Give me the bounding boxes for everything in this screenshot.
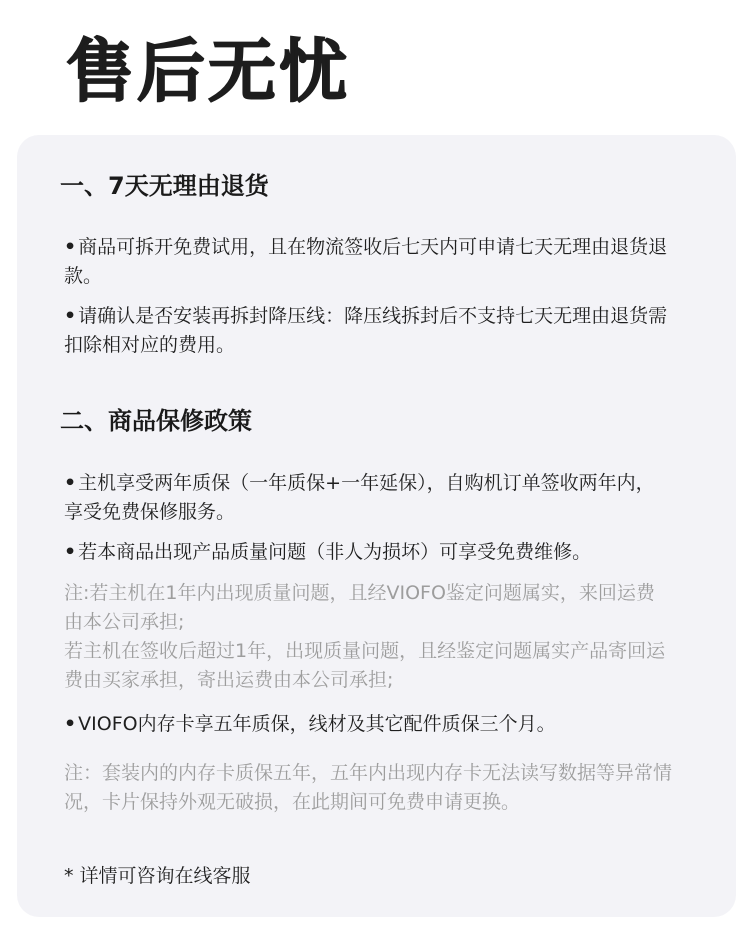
list-item-text: 主机享受两年质保（一年质保+一年延保），自购机订单签收两年内，享受免费保修服务。 xyxy=(64,472,655,523)
list-item xyxy=(64,710,672,739)
bullet-icon: • xyxy=(64,305,77,327)
list-item-text: 若本商品出现产品质量问题（非人为损坏）可享受免费维修。 xyxy=(78,541,592,563)
section-heading-returns: 一、7天无理由退货 xyxy=(60,172,269,200)
section-heading-warranty: 二、商品保修政策 xyxy=(60,407,252,435)
list-item-text: VIOFO内存卡享五年质保，线材及其它配件质保三个月。 xyxy=(78,713,556,735)
bullet-icon: • xyxy=(64,541,77,563)
list-item xyxy=(64,302,672,360)
footer-note: * 详情可咨询在线客服 xyxy=(64,865,251,887)
warranty-note: 注:若主机在1年内出现质量问题，且经VIOFO鉴定问题属实，来回运费由本公司承担; xyxy=(64,582,655,633)
memory-card-note: 注：套装内的内存卡质保五年，五年内出现内存卡无法读写数据等异常情况，卡片保持外观无破损，在此期间可免费申请更换。 xyxy=(64,762,673,813)
bullet-icon: • xyxy=(64,472,77,494)
page-title: 售后无忧 xyxy=(66,33,351,112)
list-item xyxy=(64,538,672,567)
list-item xyxy=(64,469,672,527)
warranty-note: 若主机在签收后超过1年，出现质量问题，且经鉴定问题属实产品寄回运费由买家承担，寄出运费由本公司承担; xyxy=(64,640,666,691)
bullet-icon: • xyxy=(64,713,77,735)
list-item xyxy=(64,233,672,291)
list-item-text: 商品可拆开免费试用，且在物流签收后七天内可申请七天无理由退货退款。 xyxy=(64,236,668,287)
bullet-icon: • xyxy=(64,236,77,258)
list-item-text: 请确认是否安装再拆封降压线：降压线拆封后不支持七天无理由退货需扣除相对应的费用。 xyxy=(64,305,668,356)
